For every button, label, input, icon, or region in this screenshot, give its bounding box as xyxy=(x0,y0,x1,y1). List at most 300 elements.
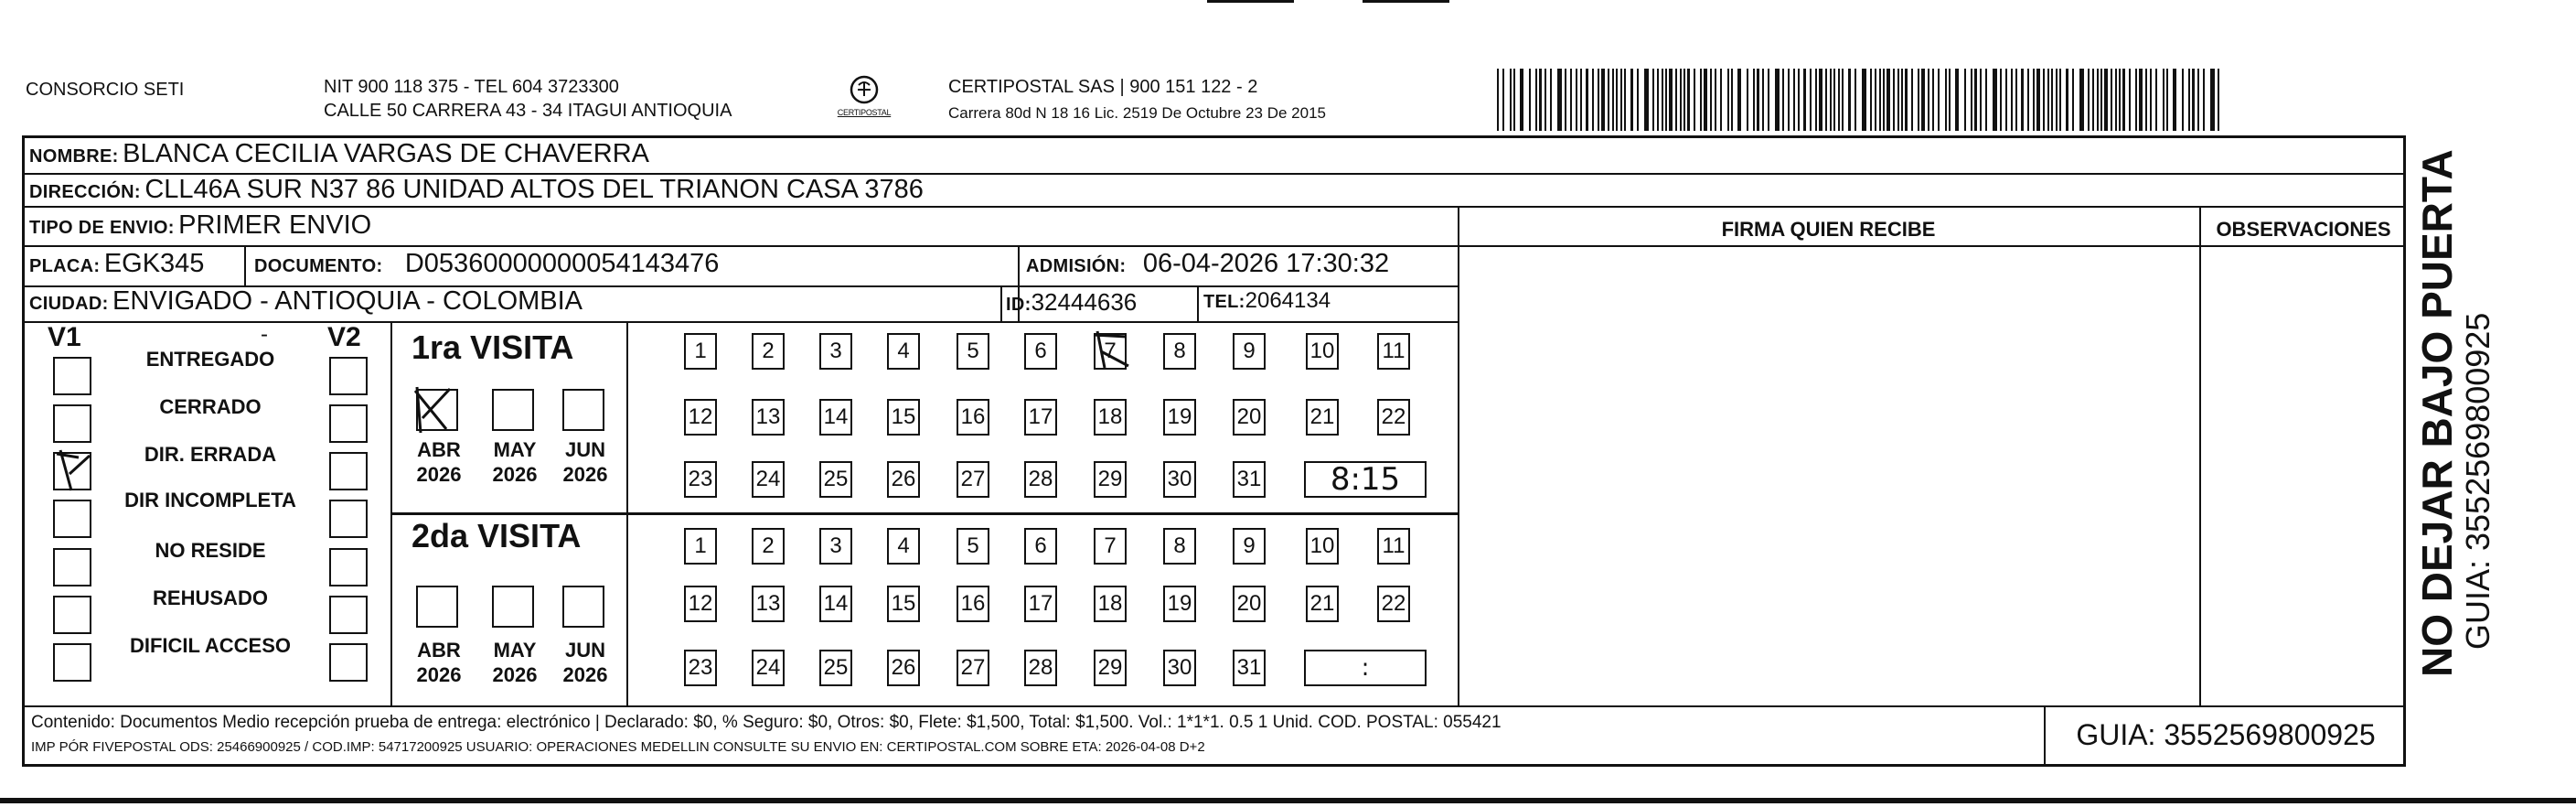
nombre-row xyxy=(29,139,649,169)
barcode-bar xyxy=(1550,69,1552,131)
barcode-bar xyxy=(1971,69,1972,131)
company-name: CONSORCIO SETI xyxy=(26,80,185,100)
barcode-bar xyxy=(2129,69,2131,131)
visit2-day-box[interactable]: 17 xyxy=(1024,586,1057,622)
visit2-day-box[interactable]: 20 xyxy=(1233,586,1266,622)
v2-checkbox[interactable] xyxy=(329,500,368,538)
v1-checkbox[interactable] xyxy=(53,548,91,586)
barcode-bar xyxy=(1932,69,1934,131)
month-name: JUN xyxy=(564,639,605,662)
barcode-bar xyxy=(2173,69,2176,131)
barcode-bar xyxy=(1901,69,1903,131)
barcode-bar xyxy=(2021,69,2024,131)
footer-contents: Contenido: Documentos Medio recepción prueba de entrega: electrónico | Declarado: $0, % Seguro: $0, Otros: $0, Flete: $1,500, Total: $1,500. Vol.: 1*1*1. 0.5 1 Unid. COD. POSTAL: 055421 xyxy=(31,713,1502,732)
carrier-license: Carrera 80d N 18 16 Lic. 2519 De Octubre 23 De 2015 xyxy=(948,104,1326,122)
carrier-line: CERTIPOSTAL SAS | 900 151 122 - 2 xyxy=(948,77,1258,97)
visit1-day-box[interactable]: 17 xyxy=(1024,399,1057,436)
barcode-bar xyxy=(1737,69,1741,131)
barcode-bar xyxy=(2092,69,2094,131)
barcode-bar xyxy=(1576,69,1577,131)
month-name: MAY xyxy=(493,438,537,461)
barcode-bar xyxy=(1803,69,1806,131)
barcode-bar xyxy=(1838,69,1840,131)
visit2-month-checkbox[interactable] xyxy=(562,586,604,628)
v2-checkbox[interactable] xyxy=(329,357,368,395)
barcode-bar xyxy=(2150,69,2152,131)
barcode-bar xyxy=(1855,69,1856,131)
barcode-bar xyxy=(1665,69,1667,131)
barcode-bar xyxy=(1630,69,1633,131)
visit2-day-box[interactable]: 30 xyxy=(1163,650,1196,686)
visit1-day-box[interactable]: 23 xyxy=(684,461,717,498)
side-warning xyxy=(2414,128,2506,677)
barcode-bar xyxy=(1918,69,1919,131)
barcode-bar xyxy=(1624,69,1626,131)
visit1-day-box[interactable]: 15 xyxy=(887,399,920,436)
row-divider xyxy=(390,512,1458,515)
barcode xyxy=(1497,69,2224,131)
status-option-label: ENTREGADO xyxy=(145,348,275,371)
tipo-label: TIPO DE ENVIO: xyxy=(29,218,175,238)
barcode-bar xyxy=(2005,69,2007,131)
visit2-day-box[interactable]: 22 xyxy=(1377,586,1410,622)
month-label xyxy=(558,638,613,687)
barcode-bar xyxy=(1592,69,1594,131)
month-name: ABR xyxy=(417,639,461,662)
tel-label: TEL: xyxy=(1203,292,1245,312)
visit2-day-box[interactable]: 14 xyxy=(819,586,852,622)
documento-value: D05360000000054143476 xyxy=(404,249,720,278)
visit1-day-box[interactable]: 1 xyxy=(684,333,717,370)
visit1-day-box[interactable]: 12 xyxy=(684,399,717,436)
visit1-day-box[interactable]: 21 xyxy=(1306,399,1339,436)
barcode-bar xyxy=(1782,69,1784,131)
visit2-day-box[interactable]: 19 xyxy=(1163,586,1196,622)
placa-value: EGK345 xyxy=(103,249,205,278)
barcode-bar xyxy=(1848,69,1851,131)
barcode-bar xyxy=(1815,69,1817,131)
barcode-bar xyxy=(1862,69,1866,131)
barcode-bar xyxy=(2139,69,2143,131)
visit2-day-box[interactable]: 18 xyxy=(1094,586,1127,622)
admision-cell xyxy=(1026,249,1389,279)
barcode-bar xyxy=(2088,69,2090,131)
barcode-bar xyxy=(1949,69,1951,131)
barcode-bar xyxy=(2218,69,2219,131)
v2-checkbox[interactable] xyxy=(329,404,368,443)
visit2-day-box[interactable]: 10 xyxy=(1306,528,1339,565)
barcode-bar xyxy=(1798,69,1800,131)
barcode-bar xyxy=(2188,69,2190,131)
month-label xyxy=(487,437,542,487)
barcode-bar xyxy=(1762,69,1764,131)
ciudad-cell xyxy=(29,286,583,317)
barcode-bar xyxy=(1601,69,1605,131)
barcode-bar xyxy=(1570,69,1572,131)
barcode-bar xyxy=(1905,69,1908,131)
visit2-day-box[interactable]: 7 xyxy=(1094,528,1127,565)
barcode-bar xyxy=(1911,69,1913,131)
visit2-label: 2da VISITA xyxy=(412,517,582,554)
ciudad-value: ENVIGADO - ANTIOQUIA - COLOMBIA xyxy=(112,286,583,316)
visit1-day-box[interactable]: 6 xyxy=(1024,333,1057,370)
visit1-day-box[interactable]: 30 xyxy=(1163,461,1196,498)
visit1-day-box[interactable]: 9 xyxy=(1233,333,1266,370)
barcode-bar xyxy=(2115,69,2117,131)
visit2-day-box[interactable]: 9 xyxy=(1233,528,1266,565)
barcode-bar xyxy=(1974,69,1977,131)
barcode-bar xyxy=(1747,69,1748,131)
barcode-bar xyxy=(2072,69,2074,131)
visit1-month-checkbox[interactable] xyxy=(562,389,604,431)
col-divider xyxy=(1458,206,1459,705)
v1-checkbox[interactable] xyxy=(53,596,91,634)
barcode-bar xyxy=(2027,69,2029,131)
visit2-day-box[interactable]: 23 xyxy=(684,650,717,686)
barcode-bar xyxy=(2066,69,2068,131)
month-label xyxy=(412,437,466,487)
small-dash: - xyxy=(261,322,268,347)
barcode-bar xyxy=(1955,69,1959,131)
visit1-day-box[interactable]: 18 xyxy=(1094,399,1127,436)
visit2-day-box[interactable]: 1 xyxy=(684,528,717,565)
month-name: MAY xyxy=(493,639,537,662)
visit2-day-box[interactable]: 5 xyxy=(957,528,989,565)
barcode-bar xyxy=(1731,69,1733,131)
firma-label: FIRMA QUIEN RECIBE xyxy=(1721,218,1936,241)
barcode-bar xyxy=(1887,69,1890,131)
barcode-bar xyxy=(2203,69,2205,131)
barcode-bar xyxy=(1897,69,1899,131)
barcode-bar xyxy=(2033,69,2035,131)
barcode-bar xyxy=(2192,69,2195,131)
barcode-bar xyxy=(1720,69,1722,131)
month-label xyxy=(487,638,542,687)
visit2-day-box[interactable]: 2 xyxy=(752,528,785,565)
visit2-day-box[interactable]: 29 xyxy=(1094,650,1127,686)
visit1-day-box[interactable]: 24 xyxy=(752,461,785,498)
visit1-day-box[interactable]: 13 xyxy=(752,399,785,436)
v1-checkbox[interactable] xyxy=(53,500,91,538)
barcode-bar xyxy=(2043,69,2045,131)
top-cut-mark xyxy=(1363,0,1449,3)
barcode-bar xyxy=(2135,69,2137,131)
visit1-month-checkbox[interactable] xyxy=(416,389,458,431)
documento-cell xyxy=(254,249,719,279)
observaciones-label: OBSERVACIONES xyxy=(2216,218,2391,241)
barcode-bar xyxy=(1557,69,1562,131)
id-cell xyxy=(1006,288,1137,317)
barcode-bar xyxy=(2056,69,2058,131)
visit2-day-box[interactable]: 28 xyxy=(1024,650,1057,686)
visit2-day-box[interactable]: 6 xyxy=(1024,528,1057,565)
visit1-day-box[interactable]: 28 xyxy=(1024,461,1057,498)
barcode-bar xyxy=(2182,69,2184,131)
visit1-label: 1ra VISITA xyxy=(412,328,574,366)
status-option-label: DIR INCOMPLETA xyxy=(124,489,296,511)
barcode-bar xyxy=(1928,69,1929,131)
barcode-bar xyxy=(1565,69,1566,131)
col-divider xyxy=(1197,285,1199,322)
admision-label: ADMISIÓN: xyxy=(1026,256,1127,276)
documento-label: DOCUMENTO: xyxy=(254,256,383,276)
id-value: 32444636 xyxy=(1031,288,1138,316)
footer-print-info: IMP PÓR FIVEPOSTAL ODS: 25466900925 / COD.IMP: 54717200925 USUARIO: OPERACIONES MEDELLIN CONSULTE SU ENVIO EN: CERTIPOSTAL.COM SOBRE ETA: 2026-04-08 D+2 xyxy=(31,739,1205,755)
visit2-day-box[interactable]: 8 xyxy=(1163,528,1196,565)
visit1-day-box[interactable]: 10 xyxy=(1306,333,1339,370)
v2-checkbox[interactable] xyxy=(329,452,368,490)
status-option-label: DIR. ERRADA xyxy=(144,443,277,466)
barcode-bar xyxy=(1539,69,1542,131)
ciudad-label: CIUDAD: xyxy=(29,294,109,314)
visit1-day-box[interactable]: 11 xyxy=(1377,333,1410,370)
footer-guia: GUIA: 3552569800925 xyxy=(2076,718,2376,751)
barcode-bar xyxy=(2011,69,2013,131)
certipostal-logo xyxy=(832,71,896,124)
nit-line: NIT 900 118 375 - TEL 604 3723300 xyxy=(324,77,619,97)
barcode-bar xyxy=(1980,69,1982,131)
barcode-bar xyxy=(1510,69,1512,131)
placa-cell xyxy=(29,249,204,279)
barcode-bar xyxy=(1921,69,1925,131)
status-option-label: DIFICIL ACCESO xyxy=(129,634,291,657)
logo-text: CERTIPOSTAL xyxy=(837,108,892,117)
barcode-bar xyxy=(2051,69,2053,131)
visit1-day-box[interactable]: 25 xyxy=(819,461,852,498)
visit1-day-box[interactable]: 26 xyxy=(887,461,920,498)
direccion-label: DIRECCIÓN: xyxy=(29,182,141,202)
visit2-day-box[interactable]: 26 xyxy=(887,650,920,686)
visit2-day-box[interactable]: 25 xyxy=(819,650,852,686)
col-divider xyxy=(1458,245,2406,247)
barcode-bar xyxy=(1669,69,1673,131)
visit2-day-box[interactable]: 12 xyxy=(684,586,717,622)
visit2-day-box[interactable]: 11 xyxy=(1377,528,1410,565)
barcode-bar xyxy=(1620,69,1622,131)
barcode-bar xyxy=(1687,69,1690,131)
barcode-bar xyxy=(1870,69,1872,131)
barcode-bar xyxy=(1652,69,1654,131)
barcode-bar xyxy=(1497,69,1499,131)
v2-checkbox[interactable] xyxy=(329,548,368,586)
barcode-bar xyxy=(1753,69,1755,131)
status-option-label: REHUSADO xyxy=(153,586,268,609)
visit2-day-box[interactable]: 21 xyxy=(1306,586,1339,622)
visit1-day-box[interactable]: 5 xyxy=(957,333,989,370)
barcode-bar xyxy=(2059,69,2061,131)
barcode-bar xyxy=(1810,69,1812,131)
visit1-day-box[interactable]: 14 xyxy=(819,399,852,436)
barcode-bar xyxy=(1710,69,1712,131)
barcode-bar xyxy=(1502,69,1504,131)
barcode-bar xyxy=(1883,69,1885,131)
barcode-bar xyxy=(2166,69,2168,131)
barcode-bar xyxy=(1683,69,1685,131)
row-divider xyxy=(22,705,2406,707)
barcode-bar xyxy=(2047,69,2049,131)
barcode-bar xyxy=(1938,69,1940,131)
barcode-bar xyxy=(1657,69,1659,131)
visit2-day-box[interactable]: 4 xyxy=(887,528,920,565)
visit1-day-box[interactable]: 31 xyxy=(1233,461,1266,498)
barcode-bar xyxy=(1875,69,1876,131)
tel-value: 2064134 xyxy=(1245,288,1331,313)
bottom-edge-line xyxy=(0,798,2576,803)
nombre-label: NOMBRE: xyxy=(29,146,119,167)
barcode-bar xyxy=(1644,69,1649,131)
visit1-day-box[interactable]: 3 xyxy=(819,333,852,370)
barcode-bar xyxy=(2119,69,2121,131)
barcode-bar xyxy=(1715,69,1716,131)
month-label xyxy=(412,638,466,687)
visit2-day-box[interactable]: 16 xyxy=(957,586,989,622)
barcode-bar xyxy=(1833,69,1835,131)
barcode-bar xyxy=(1768,69,1769,131)
barcode-bar xyxy=(1580,69,1582,131)
side-main-text: NO DEJAR BAJO PUERTA xyxy=(2413,149,2461,677)
address-line: CALLE 50 CARRERA 43 - 34 ITAGUI ANTIOQUIA xyxy=(324,101,732,121)
barcode-bar xyxy=(1616,69,1618,131)
month-name: ABR xyxy=(417,438,461,461)
visit1-day-box[interactable]: 7 xyxy=(1094,333,1127,370)
visit1-time-box[interactable]: 8:15 xyxy=(1304,461,1427,498)
tel-cell xyxy=(1203,288,1331,314)
barcode-bar xyxy=(1757,69,1759,131)
visit2-day-box[interactable]: 27 xyxy=(957,650,989,686)
v1-checkbox[interactable] xyxy=(53,357,91,395)
barcode-bar xyxy=(1727,69,1729,131)
barcode-bar xyxy=(1520,69,1523,131)
month-name: JUN xyxy=(564,438,605,461)
col-divider xyxy=(244,247,246,285)
visit1-month-checkbox[interactable] xyxy=(492,389,534,431)
visit2-day-box[interactable]: 3 xyxy=(819,528,852,565)
v2-label: V2 xyxy=(327,322,361,352)
barcode-bar xyxy=(2163,69,2164,131)
month-year: 2026 xyxy=(492,663,538,686)
month-label xyxy=(558,437,613,487)
barcode-bar xyxy=(1964,69,1966,131)
barcode-bar xyxy=(2015,69,2017,131)
col-divider xyxy=(2199,206,2201,705)
barcode-bar xyxy=(1842,69,1844,131)
barcode-bar xyxy=(2097,69,2099,131)
top-cut-mark xyxy=(1207,0,1294,3)
barcode-bar xyxy=(1612,69,1614,131)
visit2-day-box[interactable]: 13 xyxy=(752,586,785,622)
barcode-bar xyxy=(1704,69,1707,131)
barcode-bar xyxy=(1675,69,1677,131)
barcode-bar xyxy=(1598,69,1599,131)
v2-checkbox[interactable] xyxy=(329,596,368,634)
month-year: 2026 xyxy=(416,463,462,486)
barcode-bar xyxy=(1788,69,1790,131)
barcode-bar xyxy=(1945,69,1947,131)
visit1-day-box[interactable]: 4 xyxy=(887,333,920,370)
barcode-bar xyxy=(1985,69,1987,131)
barcode-bar xyxy=(1825,69,1827,131)
barcode-bar xyxy=(1775,69,1780,131)
barcode-bar xyxy=(2145,69,2147,131)
visit1-day-box[interactable]: 20 xyxy=(1233,399,1266,436)
barcode-bar xyxy=(1793,69,1795,131)
barcode-bar xyxy=(2155,69,2157,131)
visit1-day-box[interactable]: 8 xyxy=(1163,333,1196,370)
barcode-bar xyxy=(2210,69,2215,131)
v2-checkbox[interactable] xyxy=(329,643,368,682)
visit1-day-box[interactable]: 2 xyxy=(752,333,785,370)
visit2-month-checkbox[interactable] xyxy=(416,586,458,628)
barcode-bar xyxy=(1893,69,1895,131)
visit1-day-box[interactable]: 29 xyxy=(1094,461,1127,498)
direccion-value: CLL46A SUR N37 86 UNIDAD ALTOS DEL TRIANON CASA 3786 xyxy=(144,175,924,204)
month-year: 2026 xyxy=(562,663,608,686)
tipo-row xyxy=(29,210,371,241)
visit2-day-box[interactable]: 31 xyxy=(1233,650,1266,686)
v1-checkbox[interactable] xyxy=(53,452,91,490)
barcode-bar xyxy=(1529,69,1531,131)
barcode-bar xyxy=(2079,69,2084,131)
row-divider xyxy=(22,206,2406,208)
placa-label: PLACA: xyxy=(29,256,101,276)
barcode-bar xyxy=(1700,69,1702,131)
visit2-day-box[interactable]: 15 xyxy=(887,586,920,622)
barcode-bar xyxy=(2100,69,2102,131)
visit2-time-box[interactable]: : xyxy=(1304,650,1427,686)
barcode-bar xyxy=(2104,69,2108,131)
v1-checkbox[interactable] xyxy=(53,643,91,682)
barcode-bar xyxy=(1694,69,1695,131)
month-year: 2026 xyxy=(492,463,538,486)
visit2-day-box[interactable]: 24 xyxy=(752,650,785,686)
v1-checkbox[interactable] xyxy=(53,404,91,443)
barcode-bar xyxy=(1879,69,1881,131)
barcode-bar xyxy=(1830,69,1832,131)
visit1-day-box[interactable]: 16 xyxy=(957,399,989,436)
month-year: 2026 xyxy=(562,463,608,486)
barcode-bar xyxy=(1535,69,1537,131)
side-guia-text: GUIA: 3552569800925 xyxy=(2459,312,2496,650)
status-option-label: CERRADO xyxy=(159,395,262,418)
barcode-bar xyxy=(1608,69,1609,131)
v1-label: V1 xyxy=(48,322,81,352)
row-divider xyxy=(22,321,1458,323)
visit1-day-box[interactable]: 19 xyxy=(1163,399,1196,436)
month-year: 2026 xyxy=(416,663,462,686)
id-label: ID: xyxy=(1006,295,1031,315)
status-option-label: NO RESIDE xyxy=(155,539,266,562)
tipo-value: PRIMER ENVIO xyxy=(178,210,372,240)
barcode-bar xyxy=(1819,69,1822,131)
nombre-value: BLANCA CECILIA VARGAS DE CHAVERRA xyxy=(123,139,649,168)
barcode-bar xyxy=(1586,69,1588,131)
barcode-bar xyxy=(1545,69,1546,131)
col-divider xyxy=(1000,285,1002,322)
barcode-bar xyxy=(1513,69,1515,131)
barcode-bar xyxy=(2122,69,2125,131)
barcode-bar xyxy=(1637,69,1639,131)
barcode-bar xyxy=(2000,69,2002,131)
visit1-day-box[interactable]: 22 xyxy=(1377,399,1410,436)
admision-value: 06-04-2026 17:30:32 xyxy=(1142,249,1390,278)
visit1-day-box[interactable]: 27 xyxy=(957,461,989,498)
barcode-bar xyxy=(2197,69,2199,131)
barcode-bar xyxy=(1993,69,1997,131)
visit2-month-checkbox[interactable] xyxy=(492,586,534,628)
barcode-bar xyxy=(1680,69,1682,131)
barcode-bar xyxy=(2111,69,2112,131)
direccion-row xyxy=(29,175,924,205)
